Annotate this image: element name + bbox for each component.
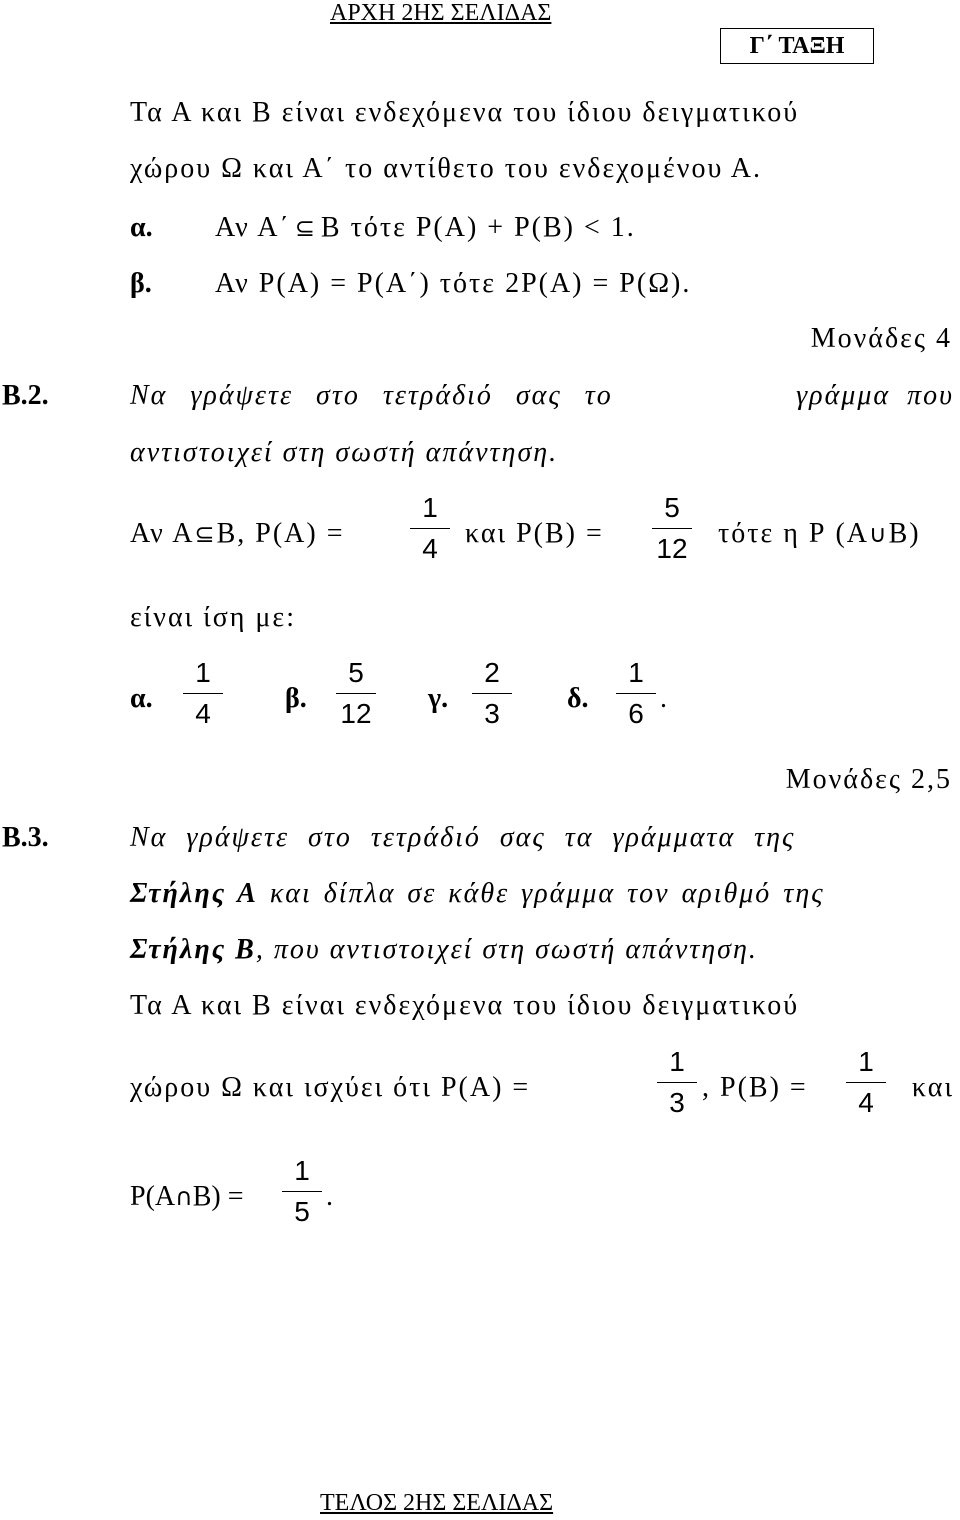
b3-column-b: Στήλης Β: [130, 934, 256, 965]
b2-options-period: .: [660, 683, 667, 714]
b3-line4: Τα Α και Β είναι ενδεχόμενα του ίδιου δειγματικού: [130, 990, 800, 1021]
subseteq-icon: ⊆: [294, 214, 317, 242]
frac-bar: [336, 693, 376, 694]
frac-bar: [183, 693, 223, 694]
b3-line5-pre: χώρου Ω και ισχύει ότι Ρ(Α) =: [130, 1072, 531, 1103]
page-header-title: ΑΡΧΗ 2ΗΣ ΣΕΛΙΔΑΣ: [330, 0, 552, 26]
b1-line1: Τα Α και Β είναι ενδεχόμενα του ίδιου δειγματικού: [130, 97, 800, 128]
b2-option-b-frac: [336, 659, 376, 728]
b2-option-a-label: α.: [130, 683, 153, 714]
b2-cond-then: [718, 518, 921, 550]
b2-cond-then-text: τότε η Ρ (Α: [718, 518, 870, 549]
b3-line3: [130, 934, 758, 966]
b2-option-c-frac: [472, 659, 512, 728]
b1-option-a-label: α.: [130, 212, 153, 243]
b1-option-a-pre: Αν Α΄: [215, 212, 291, 243]
frac-denominator: 4: [858, 1087, 874, 1118]
b3-line5-mid: , Ρ(Β) =: [702, 1072, 808, 1103]
frac-numerator: 1: [669, 1046, 685, 1077]
subseteq-icon: ⊆: [194, 520, 217, 548]
frac-bar: [846, 1082, 886, 1083]
frac-numerator: 5: [664, 492, 680, 523]
frac-numerator: 2: [484, 657, 500, 688]
b3-line6-post: Β) =: [192, 1181, 244, 1212]
b2-units: Μονάδες 2,5: [785, 764, 952, 795]
b3-line1: Να γράψετε στο τετράδιό σας τα γράμματα της: [130, 822, 796, 853]
b3-column-a: Στήλης Α: [130, 878, 258, 909]
b2-option-d-label: δ.: [567, 683, 589, 714]
frac-numerator: 5: [348, 657, 364, 688]
b3-frac-pa: [657, 1048, 697, 1117]
b2-cond-an: Αν Α: [130, 518, 195, 549]
frac-bar: [652, 528, 692, 529]
b2-line2: αντιστοιχεί στη σωστή απάντηση.: [130, 437, 559, 468]
frac-bar: [282, 1191, 322, 1192]
b1-line2: χώρου Ω και Α΄ το αντίθετο του ενδεχομένου Α.: [130, 153, 763, 184]
b2-cond-pre: [130, 518, 345, 550]
frac-numerator: 1: [195, 657, 211, 688]
frac-denominator: 3: [484, 698, 500, 729]
frac-bar: [657, 1082, 697, 1083]
b2-frac-pb: [652, 494, 692, 563]
frac-bar: [616, 693, 656, 694]
b2-cond-end: Β): [888, 518, 921, 549]
b2-label: Β.2.: [2, 380, 49, 411]
b2-option-b-label: β.: [285, 683, 307, 714]
b3-line5-end: και: [911, 1072, 954, 1103]
frac-denominator: 5: [294, 1196, 310, 1227]
b3-line2: [130, 878, 825, 910]
b1-units: Μονάδες 4: [810, 323, 952, 354]
b3-line2-rest: και δίπλα σε κάθε γράμμα τον αριθμό της: [257, 878, 825, 909]
frac-denominator: 4: [195, 698, 211, 729]
frac-bar: [410, 528, 450, 529]
frac-denominator: 12: [340, 698, 372, 729]
frac-denominator: 6: [628, 698, 644, 729]
b2-frac-pa: [410, 494, 450, 563]
b3-frac-pb: [846, 1048, 886, 1117]
b3-line3-rest: , που αντιστοιχεί στη σωστή απάντηση.: [255, 934, 758, 965]
b2-line1-b: γράμμα που: [796, 380, 954, 411]
b1-option-b-text: Αν Ρ(Α) = Ρ(Α΄) τότε 2Ρ(Α) = Ρ(Ω).: [215, 268, 692, 299]
cap-icon: ∩: [175, 1183, 193, 1211]
b2-option-c-label: γ.: [428, 683, 449, 714]
b2-line1-a: Να γράψετε στο τετράδιό σας το: [130, 380, 613, 411]
b1-option-b-label: β.: [130, 268, 152, 299]
b3-frac-pab: [282, 1157, 322, 1226]
frac-denominator: 12: [656, 533, 688, 564]
b2-cond-and: και Ρ(Β) =: [465, 518, 604, 549]
frac-numerator: 1: [858, 1046, 874, 1077]
page-footer-title: ΤΕΛΟΣ 2ΗΣ ΣΕΛΙΔΑΣ: [320, 1490, 554, 1516]
frac-numerator: 1: [628, 657, 644, 688]
b2-option-a-frac: [183, 659, 223, 728]
b2-equal-to: είναι ίση με:: [130, 602, 296, 633]
cup-icon: ∪: [869, 520, 889, 548]
frac-denominator: 4: [422, 533, 438, 564]
class-box: Γ΄ ΤΑΞΗ: [720, 28, 874, 64]
b1-option-a-post: Β τότε Ρ(Α) + Ρ(Β) < 1.: [320, 212, 636, 243]
b2-cond-mid: Β, Ρ(Α) =: [216, 518, 345, 549]
frac-denominator: 3: [669, 1087, 685, 1118]
b3-line6-pre: Ρ(Α: [130, 1181, 176, 1212]
frac-numerator: 1: [294, 1155, 310, 1186]
b3-line6-period: .: [326, 1181, 333, 1212]
b3-line6: [130, 1181, 244, 1213]
frac-bar: [472, 693, 512, 694]
b3-label: Β.3.: [2, 822, 49, 853]
b2-option-d-frac: [616, 659, 656, 728]
frac-numerator: 1: [422, 492, 438, 523]
b1-option-a-text: [215, 212, 636, 244]
